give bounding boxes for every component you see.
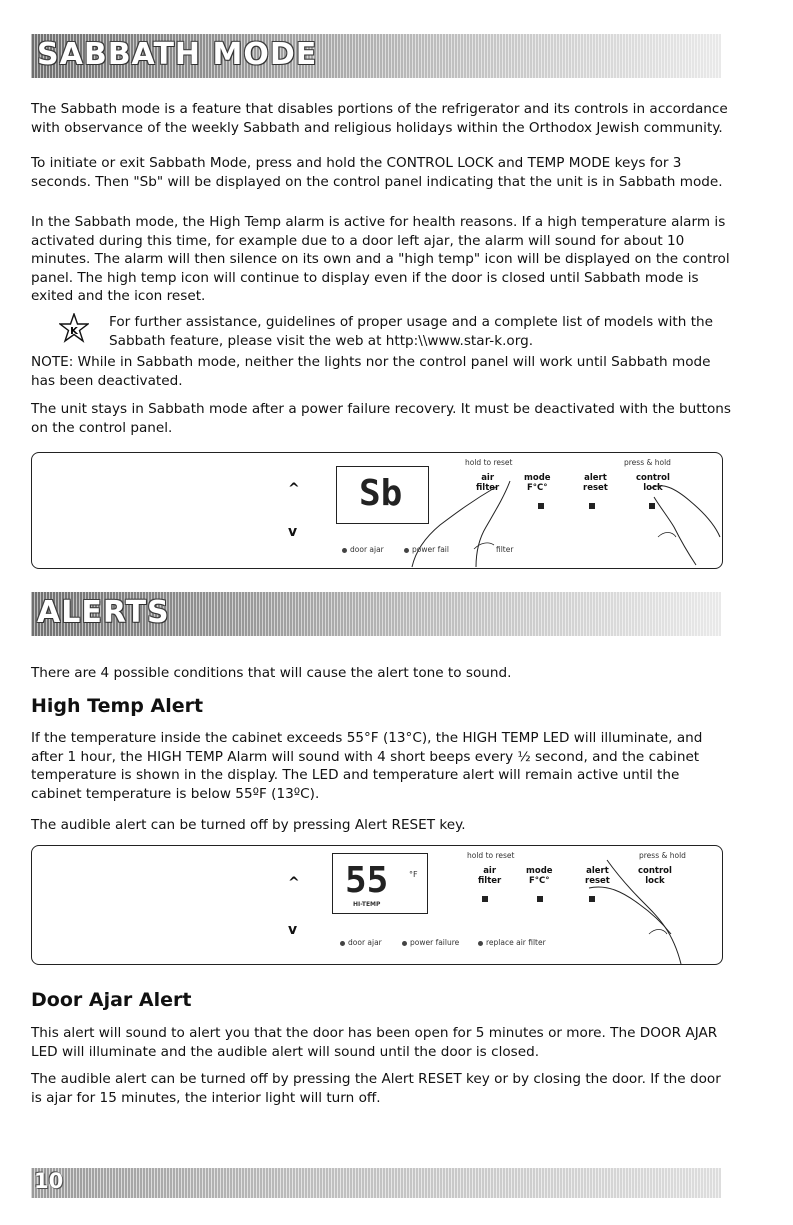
section-title-alerts: ALERTS [37,595,170,630]
high-temp-heading: High Temp Alert [31,695,204,717]
section-banner-sabbath [31,34,721,78]
door-ajar-paragraph-1: This alert will sound to alert you that the door has been open for 5 minutes or more. The DOOR AJAR LED will illuminate and the audible alert will sound until the door is closed. [31,1025,718,1060]
high-temp-paragraph-2: The audible alert can be turned off by pressing Alert RESET key. [31,817,466,833]
sabbath-paragraph-1: The Sabbath mode is a feature that disables portions of the refrigerator and its controls in accordance with observance of the weekly Sabbath and religious holidays within the Orthodox Jewish community. [31,101,728,136]
door-ajar-paragraph-2: The audible alert can be turned off by pressing the Alert RESET key or by closing the door. If the door is ajar for 15 minutes, the interior light will turn off. [31,1071,721,1106]
indicator-replace-air-filter: replace air filter [478,938,546,947]
alert-reset-button: alert reset [585,866,610,886]
high-temp-paragraph-1: If the temperature inside the cabinet exceeds 55°F (13°C), the HIGH TEMP LED will illuminate, and after 1 hour, the HIGH TEMP Alarm will sound with 4 short beeps every ½ second, and the cabinet temperature is shown in the display. The LED and temperature alert will remain active until the cabinet temperature is below 55ºF (13ºC). [31,730,703,802]
temp-down-arrow: v [288,524,298,540]
page-number: 10 [34,1169,64,1193]
hold-to-reset-label: hold to reset [467,851,515,860]
finger-right-illustration [640,467,722,567]
button-indicator [537,896,543,902]
section-banner-alerts [31,592,721,636]
control-lock-button: control lock [638,866,672,886]
hi-temp-indicator: HI-TEMP [353,901,381,908]
temperature-display [332,853,428,914]
alert-reset-button: alert reset [583,473,608,493]
temp-up-arrow: ^ [288,481,300,497]
display-digits: Sb [359,473,403,514]
indicator-door-ajar: door ajar [340,938,382,947]
sabbath-note: NOTE: While in Sabbath mode, neither the lights nor the control panel will work until Sabbath mode has been deactivated. [31,354,711,389]
section-title-sabbath: SABBATH MODE [37,37,318,72]
indicator-filter: filter [496,545,514,554]
air-filter-button: air filter [478,866,502,886]
display-unit: °F [409,870,418,879]
door-ajar-heading: Door Ajar Alert [31,989,192,1011]
sabbath-paragraph-3: In the Sabbath mode, the High Temp alarm is active for health reasons. If a high temperature alarm is activated during this time, for example due to a door left ajar, the alarm will sound for about 10 minutes. The alarm will then silence on its own and a "high temp" icon will be displayed on the control panel. The high temp icon will continue to display even if the door is closed until Sabbath mode is exited and the icon reset. [31,214,730,304]
star-k-note: For further assistance, guidelines of proper usage and a complete list of models with the Sabbath feature, please visit the web at http:\\www.star-k.org. [109,314,714,349]
hold-to-reset-label: hold to reset [465,458,513,467]
alerts-intro: There are 4 possible conditions that will cause the alert tone to sound. [31,665,512,681]
control-panel-illustration-hi-temp [31,845,723,965]
indicator-door-ajar: door ajar [342,545,384,554]
page-footer [31,1168,721,1198]
mode-button: mode F°C° [526,866,553,886]
press-hold-label: press & hold [639,851,686,860]
indicator-power-failure: power failure [402,938,459,947]
sabbath-paragraph-2: To initiate or exit Sabbath Mode, press and hold the CONTROL LOCK and TEMP MODE keys for 3 seconds. Then "Sb" will be displayed on the control panel indicating that the unit is in Sabbath mode. [31,155,723,190]
button-indicator [482,896,488,902]
button-indicator [589,503,595,509]
control-lock-button: control lock [636,473,670,493]
finger-illustration [587,858,699,966]
finger-left-illustration [410,479,520,569]
press-hold-label: press & hold [624,458,671,467]
button-indicator [538,503,544,509]
temp-up-arrow: ^ [288,875,300,891]
temp-down-arrow: v [288,922,298,938]
svg-text:K: K [70,326,78,337]
mode-button: mode F°C° [524,473,551,493]
star-k-icon [59,313,89,347]
control-panel-illustration-sabbath [31,452,723,569]
air-filter-button: air filter [476,473,500,493]
indicator-power-fail: power fail [404,545,449,554]
sabbath-paragraph-4: The unit stays in Sabbath mode after a power failure recovery. It must be deactivated with the buttons on the control panel. [31,401,731,436]
display-digits: 55 [345,860,389,901]
